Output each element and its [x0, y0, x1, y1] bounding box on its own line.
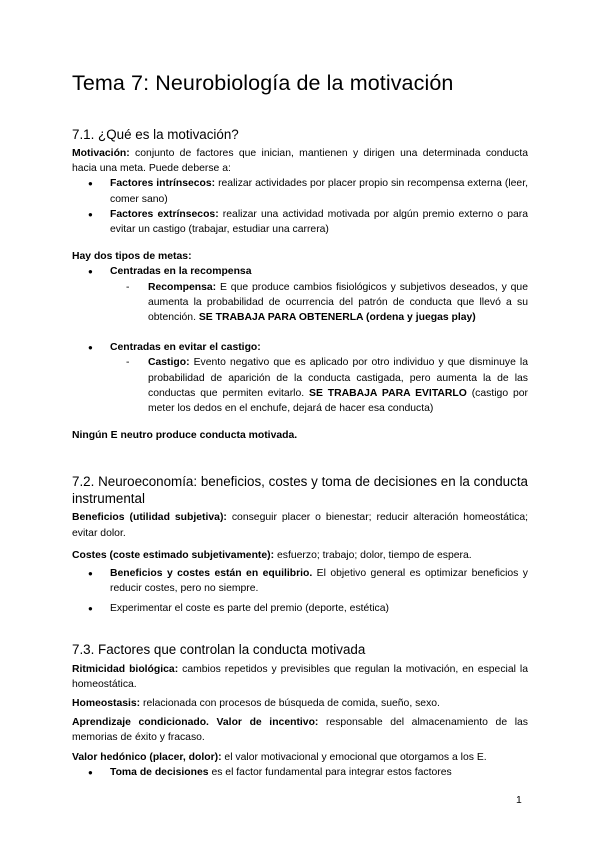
closing-statement: Ningún E neutro produce conducta motivada.: [72, 430, 298, 442]
document-title: Tema 7: Neurobiología de la motivación: [72, 71, 454, 95]
item-text: (castigo por meter los dedos en el enchufe, dejará de hacer esa conducta): [148, 387, 529, 415]
paragraph: Aprendizaje condicionado. Valor de incentivo: responsable del almacenamiento de las memorias de éxito y fracaso.: [72, 717, 528, 744]
factor-list: [72, 176, 528, 237]
metas-list: [72, 264, 528, 279]
list-item: ● Beneficios y costes están en equilibrio. El objetivo general es optimizar beneficios y reducir costes, pero no siempre.: [72, 566, 528, 596]
item-text: realizar actividades por placer propio sin recompensa externa (leer, comer sano): [110, 178, 528, 205]
metas-sublist: [72, 280, 528, 326]
item-label: Castigo:: [148, 357, 190, 369]
term-label: Costes (coste estimado subjetivamente):: [72, 549, 275, 561]
paragraph: Ritmicidad biológica: cambios repetidos y previsibles que regulan la motivación, en especial la homeostática.: [72, 663, 528, 690]
section-heading: 7.3. Factores que controlan la conducta motivada: [72, 641, 366, 657]
item-label: Toma de decisiones: [110, 766, 209, 778]
item-label: Centradas en evitar el castigo:: [110, 342, 261, 354]
list-item: ● Experimentar el coste es parte del premio (deporte, estética): [72, 601, 528, 616]
item-text: Evento negativo que es aplicado por otro individuo y que disminuye la probabilidad de aparición de la conducta castigada, pero aumenta la de las conductas que permiten evitarlo.: [148, 357, 528, 399]
list-item: [110, 280, 528, 326]
definition-text: conjunto de factores que inician, mantienen y dirigen una determinada conducta hacia una meta. Puede deberse a:: [72, 148, 528, 175]
item-text: E que produce cambios fisiológicos y subjetivos deseados, y que aumenta la probabilidad de ocurrencia del patrón de conducta que llevó a su obtención.: [148, 281, 528, 324]
paragraph: Costes (coste estimado subjetivamente): esfuerzo; trabajo; dolor, tiempo de espera.: [72, 549, 472, 561]
item-label: Beneficios y costes están en equilibrio.: [110, 568, 313, 580]
metas-list: [72, 340, 528, 355]
term-label: Motivación:: [72, 148, 130, 159]
section-7-1: [72, 126, 528, 443]
item-label: Recompensa:: [148, 281, 217, 293]
term-label: Aprendizaje condicionado. Valor de incentivo:: [72, 717, 319, 729]
item-label: Factores extrínsecos:: [110, 208, 219, 220]
section-heading: 7.1. ¿Qué es la motivación?: [72, 127, 239, 142]
subheading: Hay dos tipos de metas:: [72, 251, 192, 263]
cost-list: [72, 566, 528, 617]
item-label: Factores intrínsecos:: [110, 178, 216, 190]
list-item: [72, 264, 528, 279]
section-7-3: [72, 641, 528, 780]
term-label: Ritmicidad biológica:: [72, 663, 179, 675]
term-label: Homeostasis:: [72, 698, 141, 710]
list-item: [72, 207, 528, 237]
item-label: Centradas en la recompensa: [110, 266, 252, 278]
paragraph: Homeostasis: relacionada con procesos de búsqueda de comida, sueño, sexo.: [72, 698, 440, 710]
term-label: Beneficios (utilidad subjetiva):: [72, 512, 227, 524]
list-item: [110, 355, 528, 416]
factor-list: [72, 765, 528, 780]
section-7-2: [72, 473, 528, 616]
definition-paragraph: [72, 146, 528, 176]
list-item: ● Toma de decisiones es el factor fundamental para integrar estos factores: [72, 765, 528, 780]
section-heading: 7.2. Neuroeconomía: beneficios, costes y toma de decisiones en la conducta instrumental: [72, 474, 528, 507]
document-page: [72, 70, 528, 780]
list-item: [72, 340, 528, 355]
item-emphasis: SE TRABAJA PARA OBTENERLA (ordena y juegas play): [198, 312, 476, 324]
metas-sublist: [72, 355, 528, 416]
item-text: realizar una actividad motivada por algún premio externo o para evitar un castigo (trabajar, estudiar una carrera): [110, 208, 528, 236]
paragraph: Valor hedónico (placer, dolor): el valor motivacional y emocional que otorgamos a los E.: [72, 751, 487, 763]
paragraph: Beneficios (utilidad subjetiva): conseguir placer o bienestar; reducir alteración homeostática; evitar dolor.: [72, 512, 528, 539]
term-label: Valor hedónico (placer, dolor):: [72, 751, 222, 763]
list-item: [72, 176, 528, 206]
page-number: 1: [516, 795, 522, 806]
item-emphasis: SE TRABAJA PARA EVITARLO: [309, 387, 467, 399]
